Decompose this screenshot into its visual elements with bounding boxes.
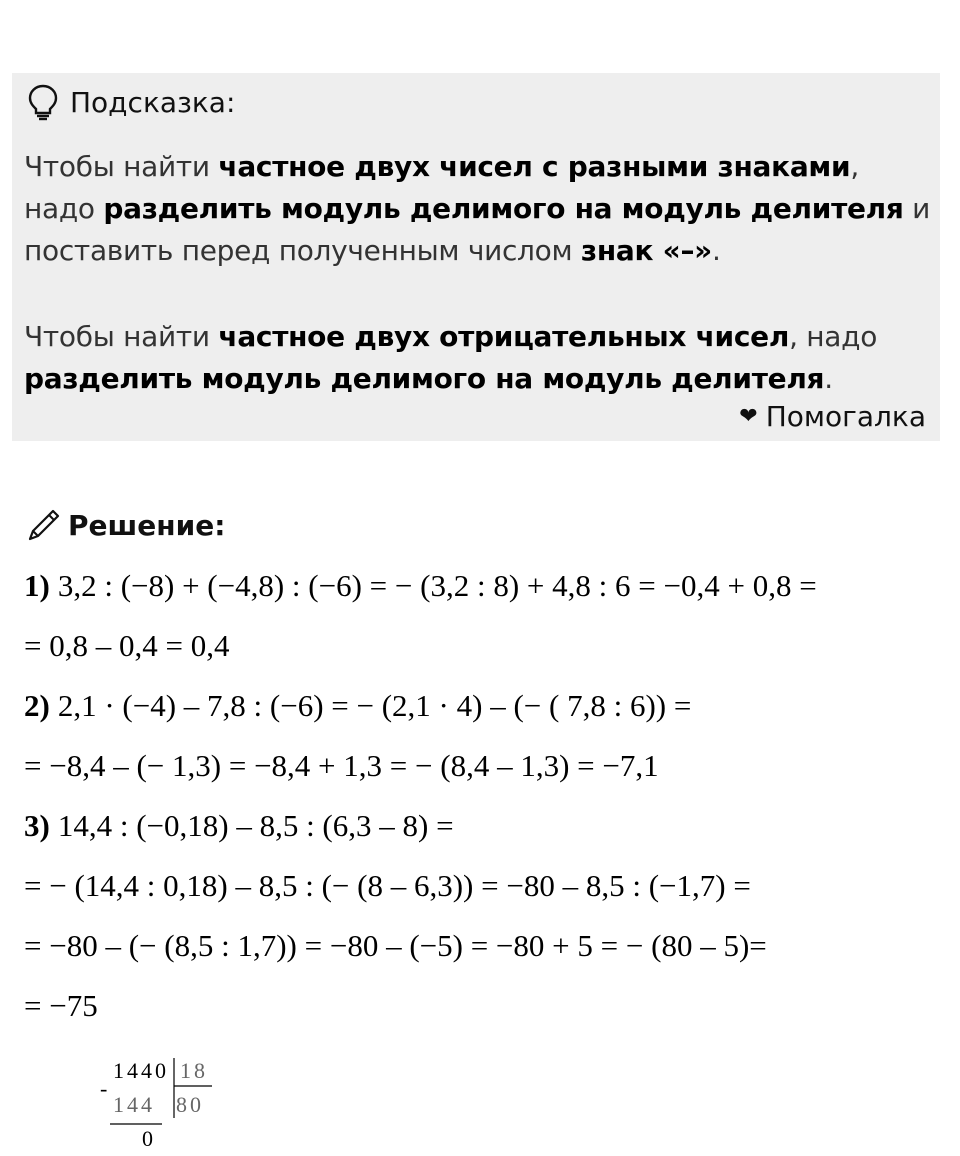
solution-text: 2,1 · (−4) – 7,8 : (−6) = − (2,1 · 4) – (− ( 7,8 : 6)) = [57,688,692,723]
step-number: 2) [24,688,50,723]
divisor: 18 [180,1058,208,1083]
solution-line [24,928,767,964]
hint-text: Чтобы найти [24,320,219,353]
hint-text: Чтобы найти [24,150,219,183]
hint-text: . [711,234,721,267]
hint-emphasis: разделить модуль делимого на модуль делителя [103,192,904,225]
solution-line [24,808,454,844]
hint-text: и поставить перед полученным числом [24,192,931,267]
solution-line [24,628,229,664]
dividend: 1440 [113,1058,169,1083]
solution-line [24,748,659,784]
solution-text: = −80 – (− (8,5 : 1,7)) = −80 – (−5) = −80 + 5 = − (80 – 5)= [24,928,767,963]
hint-text: . [824,362,833,395]
hint-paragraph-2 [24,316,934,400]
hint-text: , надо [24,150,859,225]
pencil-icon [26,507,62,543]
hint-emphasis: знак «–» [580,234,712,267]
hint-emphasis: частное двух отрицательных чисел [218,320,790,353]
step-number: 3) [24,808,50,843]
hint-header [26,82,235,122]
credit-label: Помогалка [765,400,926,433]
long-division [96,1056,226,1156]
hint-emphasis: разделить модуль делимого на модуль делителя [24,362,825,395]
hint-credit [739,400,926,433]
subtrahend: 144 [113,1092,155,1117]
hint-text: , надо [789,320,878,353]
solution-text: = −8,4 – (− 1,3) = −8,4 + 1,3 = − (8,4 – 1,3) = −7,1 [24,748,659,783]
solution-header [26,505,225,545]
hint-title: Подсказка: [70,85,236,119]
solution-text: = −75 [24,988,98,1023]
hint-paragraph-1 [24,146,934,272]
solution-line [24,568,817,604]
minus-sign: - [100,1076,111,1101]
solution-line [24,868,751,904]
solution-text: 14,4 : (−0,18) – 8,5 : (6,3 – 8) = [57,808,454,843]
solution-line [24,688,691,724]
solution-text: 3,2 : (−8) + (−4,8) : (−6) = − (3,2 : 8) + 4,8 : 6 = −0,4 + 0,8 = [57,568,817,603]
lightbulb-icon [26,83,60,121]
solution-title: Решение: [68,508,226,542]
solution-line [24,988,98,1024]
remainder: 0 [142,1126,156,1151]
heart-icon: ❤ [739,404,758,429]
step-number: 1) [24,568,50,603]
solution-text: = − (14,4 : 0,18) – 8,5 : (− (8 – 6,3)) = −80 – 8,5 : (−1,7) = [24,868,751,903]
quotient: 80 [176,1092,204,1117]
solution-text: = 0,8 – 0,4 = 0,4 [24,628,230,663]
hint-emphasis: частное двух чисел с разными знаками [218,150,851,183]
